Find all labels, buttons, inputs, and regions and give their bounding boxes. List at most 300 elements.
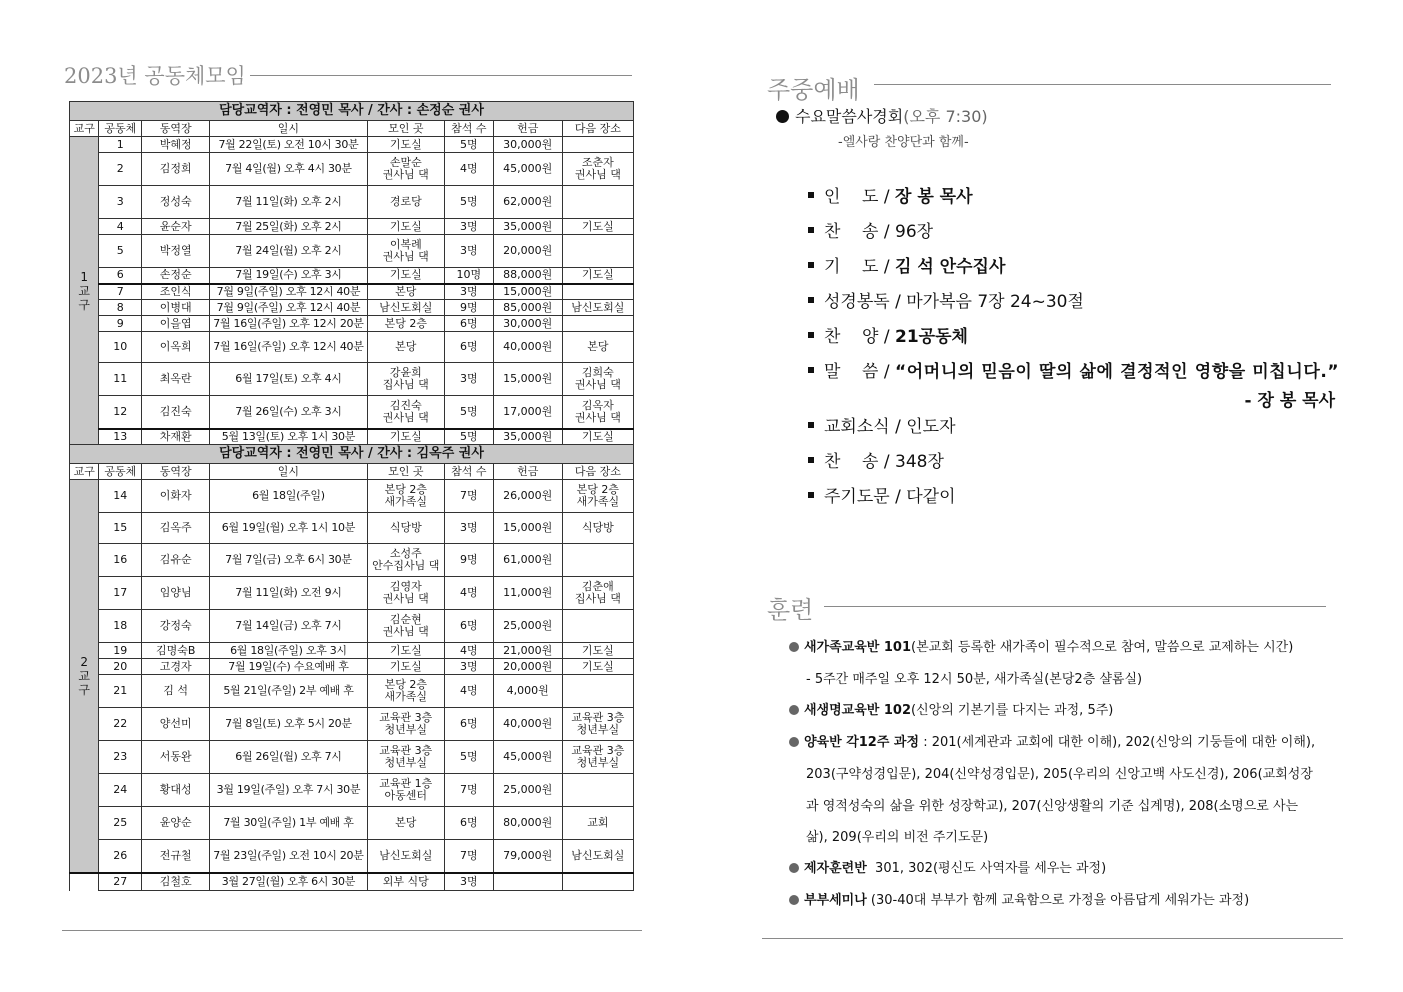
column-header: 동역장 bbox=[142, 121, 210, 137]
column-header: 공동체 bbox=[99, 121, 142, 137]
community-no: 5 bbox=[99, 235, 142, 268]
community-no: 12 bbox=[99, 396, 142, 429]
meeting-datetime: 6월 19일(월) 오후 1시 10분 bbox=[210, 513, 367, 544]
meeting-place: 기도실 bbox=[367, 137, 444, 153]
table-row bbox=[70, 363, 634, 396]
meeting-place: 본당 2층 bbox=[367, 316, 444, 332]
meeting-datetime: 7월 24일(월) 오후 2시 bbox=[210, 235, 367, 268]
offering: 40,000원 bbox=[493, 708, 562, 741]
leader-name: 양선미 bbox=[142, 708, 210, 741]
order-value: 다같이 bbox=[906, 487, 956, 507]
attendance: 3명 bbox=[444, 873, 493, 891]
training-item bbox=[789, 857, 1106, 876]
order-item bbox=[808, 217, 933, 242]
meeting-datetime: 7월 30일(주일) 1부 예배 후 bbox=[210, 807, 367, 840]
meeting-place: 남신도회실 bbox=[367, 840, 444, 873]
offering bbox=[493, 873, 562, 891]
next-place bbox=[562, 284, 633, 300]
meeting-datetime: 7월 23일(주일) 오전 10시 20분 bbox=[210, 840, 367, 873]
column-header: 모인 곳 bbox=[367, 464, 444, 480]
training-item bbox=[789, 889, 1249, 908]
order-value: 21공동체 bbox=[895, 327, 968, 347]
next-place bbox=[562, 137, 633, 153]
meeting-datetime: 5월 21일(주일) 2부 예배 후 bbox=[210, 675, 367, 708]
attendance: 9명 bbox=[444, 544, 493, 577]
training-desc: (신앙의 기본기를 다지는 과정, 5주) bbox=[911, 703, 1114, 718]
community-no: 26 bbox=[99, 840, 142, 873]
next-place: 교육관 3층 청년부실 bbox=[562, 741, 633, 774]
next-place: 본당 2층 새가족실 bbox=[562, 480, 633, 513]
column-header: 일시 bbox=[210, 464, 367, 480]
leader-name: 김 석 bbox=[142, 675, 210, 708]
community-no: 8 bbox=[99, 300, 142, 316]
meeting-place: 교육관 1층 아동센터 bbox=[367, 774, 444, 807]
meeting-datetime: 3월 27일(월) 오후 6시 30분 bbox=[210, 873, 367, 891]
offering: 26,000원 bbox=[493, 480, 562, 513]
attendance: 7명 bbox=[444, 840, 493, 873]
bullet-dot-icon bbox=[789, 642, 799, 652]
training-desc: : 201(세계관과 교회에 대한 이해), 202(신앙의 기둥들에 대한 이해), bbox=[919, 735, 1316, 750]
order-value: 96장 bbox=[895, 222, 934, 242]
table-row bbox=[70, 708, 634, 741]
attendance: 6명 bbox=[444, 332, 493, 363]
leader-name: 김옥주 bbox=[142, 513, 210, 544]
order-item bbox=[808, 252, 1005, 277]
meeting-place: 본당 2층 새가족실 bbox=[367, 675, 444, 708]
offering: 21,000원 bbox=[493, 643, 562, 659]
community-no: 2 bbox=[99, 153, 142, 186]
leader-name: 김정희 bbox=[142, 153, 210, 186]
meeting-place: 본당 bbox=[367, 284, 444, 300]
community-meeting-table bbox=[69, 101, 634, 891]
group-title-row bbox=[70, 102, 634, 121]
meeting-place: 본당 2층 새가족실 bbox=[367, 480, 444, 513]
community-no: 19 bbox=[99, 643, 142, 659]
table-row bbox=[70, 284, 634, 300]
table-row bbox=[70, 544, 634, 577]
community-no: 13 bbox=[99, 429, 142, 445]
meeting-place: 교육관 3층 청년부실 bbox=[367, 708, 444, 741]
meeting-place: 본당 bbox=[367, 807, 444, 840]
sermon-author: - 장 봉 목사 bbox=[1244, 391, 1335, 411]
meeting-place: 강윤희 집사님 댁 bbox=[367, 363, 444, 396]
attendance: 3명 bbox=[444, 363, 493, 396]
attendance: 4명 bbox=[444, 675, 493, 708]
training-name: 양육반 각12주 과정 bbox=[804, 735, 920, 750]
community-no: 4 bbox=[99, 219, 142, 235]
next-place: 교회 bbox=[562, 807, 633, 840]
training-desc-continued: 과 영적성숙의 삶을 위한 성장학교), 207(신앙생활의 기준 십계명), 208(소명으로 사는 bbox=[806, 799, 1299, 814]
next-place bbox=[562, 610, 633, 643]
table-row bbox=[70, 480, 634, 513]
training-item bbox=[789, 636, 1293, 655]
meeting-place: 본당 bbox=[367, 332, 444, 363]
leader-name: 김명숙B bbox=[142, 643, 210, 659]
leader-name: 윤양순 bbox=[142, 807, 210, 840]
next-place: 교육관 3층 청년부실 bbox=[562, 708, 633, 741]
community-no: 15 bbox=[99, 513, 142, 544]
meeting-datetime: 7월 4일(월) 오후 4시 30분 bbox=[210, 153, 367, 186]
community-no: 6 bbox=[99, 268, 142, 284]
table-row bbox=[70, 610, 634, 643]
offering: 79,000원 bbox=[493, 840, 562, 873]
meeting-datetime: 6월 18일(주일) 오후 3시 bbox=[210, 643, 367, 659]
community-no: 7 bbox=[99, 284, 142, 300]
meeting-place: 기도실 bbox=[367, 643, 444, 659]
offering: 4,000원 bbox=[493, 675, 562, 708]
square-bullet-icon bbox=[808, 227, 814, 233]
meeting-datetime: 7월 8일(토) 오후 5시 20분 bbox=[210, 708, 367, 741]
order-value: 348장 bbox=[895, 452, 944, 472]
training-title-rule bbox=[824, 606, 1326, 607]
table-row bbox=[70, 807, 634, 840]
order-label: 말 씀 / bbox=[824, 362, 895, 382]
table-row bbox=[70, 186, 634, 219]
leader-name: 윤순자 bbox=[142, 219, 210, 235]
offering: 20,000원 bbox=[493, 659, 562, 675]
order-item bbox=[808, 322, 968, 347]
offering: 85,000원 bbox=[493, 300, 562, 316]
training-name: 부부세미나 bbox=[804, 893, 867, 908]
leader-name: 차재환 bbox=[142, 429, 210, 445]
order-value: 인도자 bbox=[906, 417, 956, 437]
training-desc-continued: - 5주간 매주일 오후 12시 50분, 새가족실(본당2층 샬롬실) bbox=[806, 672, 1143, 687]
order-value: 마가복음 7장 24~30절 bbox=[906, 292, 1084, 312]
attendance: 6명 bbox=[444, 316, 493, 332]
meeting-datetime: 7월 7일(금) 오후 6시 30분 bbox=[210, 544, 367, 577]
offering: 15,000원 bbox=[493, 363, 562, 396]
next-place: 본당 bbox=[562, 332, 633, 363]
leader-name: 서동완 bbox=[142, 741, 210, 774]
training-name: 새생명교육반 102 bbox=[804, 703, 912, 718]
attendance: 4명 bbox=[444, 643, 493, 659]
attendance: 9명 bbox=[444, 300, 493, 316]
meeting-place: 외부 식당 bbox=[367, 873, 444, 891]
meeting-datetime: 7월 11일(화) 오후 2시 bbox=[210, 186, 367, 219]
meeting-datetime: 7월 19일(수) 수요예배 후 bbox=[210, 659, 367, 675]
next-place: 남신도회실 bbox=[562, 840, 633, 873]
meeting-place: 기도실 bbox=[367, 659, 444, 675]
table-row bbox=[70, 316, 634, 332]
attendance: 5명 bbox=[444, 429, 493, 445]
attendance: 5명 bbox=[444, 186, 493, 219]
order-item bbox=[808, 287, 1084, 312]
community-no: 27 bbox=[99, 873, 142, 891]
offering: 45,000원 bbox=[493, 741, 562, 774]
leader-name: 고경자 bbox=[142, 659, 210, 675]
column-header: 동역장 bbox=[142, 464, 210, 480]
community-no: 3 bbox=[99, 186, 142, 219]
leader-name: 손정순 bbox=[142, 268, 210, 284]
table-row bbox=[70, 513, 634, 544]
table-row bbox=[70, 643, 634, 659]
offering: 25,000원 bbox=[493, 774, 562, 807]
right-title-rule bbox=[874, 84, 1331, 85]
table-row bbox=[70, 873, 634, 891]
order-label: 찬 양 / bbox=[824, 327, 895, 347]
column-header: 모인 곳 bbox=[367, 121, 444, 137]
order-label: 찬 송 / bbox=[824, 452, 895, 472]
next-place bbox=[562, 316, 633, 332]
community-no: 9 bbox=[99, 316, 142, 332]
meeting-place: 기도실 bbox=[367, 219, 444, 235]
table-header-row bbox=[70, 464, 634, 480]
offering: 30,000원 bbox=[493, 137, 562, 153]
right-bottom-rule bbox=[762, 938, 1343, 939]
order-label: 인 도 / bbox=[824, 187, 895, 207]
next-place: 김춘애 집사님 댁 bbox=[562, 577, 633, 610]
meeting-datetime: 6월 26일(월) 오후 7시 bbox=[210, 741, 367, 774]
leader-name: 이을엽 bbox=[142, 316, 210, 332]
bullet-dot-icon bbox=[789, 737, 799, 747]
next-place bbox=[562, 235, 633, 268]
order-label: 성경봉독 / bbox=[824, 292, 907, 312]
order-value: “어머니의 믿음이 딸의 삶에 결정적인 영향을 미칩니다.” bbox=[895, 362, 1340, 382]
meeting-datetime: 6월 18일(주일) bbox=[210, 480, 367, 513]
service-heading bbox=[776, 104, 988, 127]
attendance: 10명 bbox=[444, 268, 493, 284]
meeting-place: 기도실 bbox=[367, 429, 444, 445]
offering: 88,000원 bbox=[493, 268, 562, 284]
offering: 61,000원 bbox=[493, 544, 562, 577]
meeting-place: 식당방 bbox=[367, 513, 444, 544]
attendance: 6명 bbox=[444, 610, 493, 643]
square-bullet-icon bbox=[808, 422, 814, 428]
community-no: 21 bbox=[99, 675, 142, 708]
next-place bbox=[562, 186, 633, 219]
table-row bbox=[70, 577, 634, 610]
table-row bbox=[70, 840, 634, 873]
leader-name: 이옥희 bbox=[142, 332, 210, 363]
meeting-place: 기도실 bbox=[367, 268, 444, 284]
service-time: (오후 7:30) bbox=[903, 107, 988, 126]
square-bullet-icon bbox=[808, 262, 814, 268]
offering: 35,000원 bbox=[493, 429, 562, 445]
square-bullet-icon bbox=[808, 492, 814, 498]
column-header: 참석 수 bbox=[444, 464, 493, 480]
meeting-place: 이복례 권사님 댁 bbox=[367, 235, 444, 268]
service-subtitle: -엘사랑 찬양단과 함께- bbox=[838, 135, 969, 150]
community-no: 18 bbox=[99, 610, 142, 643]
column-header: 다음 장소 bbox=[562, 121, 633, 137]
training-name: 제자훈련반 bbox=[804, 861, 867, 876]
training-desc: (본교회 등록한 새가족이 필수적으로 참여, 말씀으로 교제하는 시간) bbox=[911, 640, 1294, 655]
attendance: 6명 bbox=[444, 807, 493, 840]
order-item bbox=[808, 357, 1339, 382]
leader-name: 강정숙 bbox=[142, 610, 210, 643]
attendance: 3명 bbox=[444, 513, 493, 544]
order-label: 주기도문 / bbox=[824, 487, 907, 507]
meeting-datetime: 7월 14일(금) 오후 7시 bbox=[210, 610, 367, 643]
bullet-dot-icon bbox=[789, 895, 799, 905]
attendance: 7명 bbox=[444, 774, 493, 807]
community-no: 24 bbox=[99, 774, 142, 807]
attendance: 3명 bbox=[444, 659, 493, 675]
next-place bbox=[562, 675, 633, 708]
meeting-datetime: 7월 11일(화) 오전 9시 bbox=[210, 577, 367, 610]
offering: 62,000원 bbox=[493, 186, 562, 219]
attendance: 3명 bbox=[444, 284, 493, 300]
square-bullet-icon bbox=[808, 297, 814, 303]
square-bullet-icon bbox=[808, 367, 814, 373]
attendance: 5명 bbox=[444, 396, 493, 429]
offering: 45,000원 bbox=[493, 153, 562, 186]
meeting-datetime: 7월 16일(주일) 오후 12시 40분 bbox=[210, 332, 367, 363]
next-place: 식당방 bbox=[562, 513, 633, 544]
next-place: 기도실 bbox=[562, 659, 633, 675]
square-bullet-icon bbox=[808, 192, 814, 198]
column-header: 참석 수 bbox=[444, 121, 493, 137]
column-header: 교구 bbox=[70, 464, 99, 480]
meeting-place: 김진숙 권사님 댁 bbox=[367, 396, 444, 429]
attendance: 6명 bbox=[444, 708, 493, 741]
order-label: 교회소식 / bbox=[824, 417, 907, 437]
group-title: 담당교역자 : 전영민 목사 / 간사 : 손정순 권사 bbox=[70, 102, 634, 121]
community-no: 11 bbox=[99, 363, 142, 396]
offering: 15,000원 bbox=[493, 284, 562, 300]
training-desc: 301, 302(평신도 사역자를 세우는 과정) bbox=[866, 861, 1107, 876]
meeting-datetime: 6월 17일(토) 오후 4시 bbox=[210, 363, 367, 396]
table-row bbox=[70, 774, 634, 807]
order-item bbox=[808, 482, 956, 507]
offering: 15,000원 bbox=[493, 513, 562, 544]
table-row bbox=[70, 429, 634, 445]
meeting-place: 남신도회실 bbox=[367, 300, 444, 316]
next-place: 기도실 bbox=[562, 643, 633, 659]
column-header: 교구 bbox=[70, 121, 99, 137]
leader-name: 김유순 bbox=[142, 544, 210, 577]
meeting-place: 김영자 권사님 댁 bbox=[367, 577, 444, 610]
column-header: 다음 장소 bbox=[562, 464, 633, 480]
community-no: 25 bbox=[99, 807, 142, 840]
left-section-title: 2023년 공동체모임 bbox=[64, 64, 246, 88]
next-place: 김희숙 권사님 댁 bbox=[562, 363, 633, 396]
order-label: 기 도 / bbox=[824, 257, 895, 277]
leader-name: 박혜정 bbox=[142, 137, 210, 153]
leader-name: 조인식 bbox=[142, 284, 210, 300]
attendance: 7명 bbox=[444, 480, 493, 513]
leader-name: 박정열 bbox=[142, 235, 210, 268]
next-place: 김옥자 권사님 댁 bbox=[562, 396, 633, 429]
community-no: 22 bbox=[99, 708, 142, 741]
attendance: 4명 bbox=[444, 577, 493, 610]
table-row bbox=[70, 268, 634, 284]
right-section-title: 주중예배 bbox=[767, 76, 860, 104]
group-title: 담당교역자 : 전영민 목사 / 간사 : 김옥주 권사 bbox=[70, 445, 634, 464]
table-row bbox=[70, 235, 634, 268]
district-label: 1 교 구 bbox=[70, 137, 99, 445]
district-label: 2 교 구 bbox=[70, 480, 99, 873]
next-place: 기도실 bbox=[562, 268, 633, 284]
community-no: 10 bbox=[99, 332, 142, 363]
leader-name: 이병대 bbox=[142, 300, 210, 316]
table-row bbox=[70, 332, 634, 363]
training-title: 훈련 bbox=[767, 596, 814, 624]
order-item bbox=[808, 447, 944, 472]
offering: 11,000원 bbox=[493, 577, 562, 610]
next-place: 조춘자 권사님 댁 bbox=[562, 153, 633, 186]
leader-name: 황대성 bbox=[142, 774, 210, 807]
leader-name: 정성숙 bbox=[142, 186, 210, 219]
bullet-dot-icon bbox=[776, 110, 789, 123]
table-row bbox=[70, 137, 634, 153]
column-header: 일시 bbox=[210, 121, 367, 137]
community-no: 1 bbox=[99, 137, 142, 153]
training-desc: (30-40대 부부가 함께 교육함으로 가정을 아름답게 세워가는 과정) bbox=[866, 893, 1250, 908]
order-item bbox=[808, 182, 973, 207]
leader-name: 이화자 bbox=[142, 480, 210, 513]
attendance: 5명 bbox=[444, 741, 493, 774]
table-row bbox=[70, 659, 634, 675]
community-no: 16 bbox=[99, 544, 142, 577]
bullet-dot-icon bbox=[789, 863, 799, 873]
training-item bbox=[789, 699, 1113, 718]
offering: 20,000원 bbox=[493, 235, 562, 268]
table-row bbox=[70, 741, 634, 774]
order-value: 장 봉 목사 bbox=[895, 187, 973, 207]
next-place bbox=[562, 544, 633, 577]
left-title-rule bbox=[250, 75, 632, 76]
leader-name: 전규철 bbox=[142, 840, 210, 873]
meeting-datetime: 7월 16일(주일) 오후 12시 20분 bbox=[210, 316, 367, 332]
community-no: 14 bbox=[99, 480, 142, 513]
offering: 40,000원 bbox=[493, 332, 562, 363]
meeting-datetime: 7월 9일(주일) 오후 12시 40분 bbox=[210, 284, 367, 300]
meeting-datetime: 7월 22일(토) 오전 10시 30분 bbox=[210, 137, 367, 153]
order-label: 찬 송 / bbox=[824, 222, 895, 242]
meeting-datetime: 7월 25일(화) 오후 2시 bbox=[210, 219, 367, 235]
training-item bbox=[789, 731, 1315, 750]
next-place bbox=[562, 873, 633, 891]
attendance: 3명 bbox=[444, 219, 493, 235]
offering: 80,000원 bbox=[493, 807, 562, 840]
next-place: 남신도회실 bbox=[562, 300, 633, 316]
community-no: 20 bbox=[99, 659, 142, 675]
left-bottom-rule bbox=[62, 930, 642, 931]
meeting-datetime: 7월 19일(수) 오후 3시 bbox=[210, 268, 367, 284]
table-row bbox=[70, 219, 634, 235]
group-title-row bbox=[70, 445, 634, 464]
meeting-place: 김순현 권사님 댁 bbox=[367, 610, 444, 643]
meeting-datetime: 7월 9일(주일) 오후 12시 40분 bbox=[210, 300, 367, 316]
leader-name: 최옥란 bbox=[142, 363, 210, 396]
column-header: 헌금 bbox=[493, 121, 562, 137]
training-name: 새가족교육반 101 bbox=[804, 640, 912, 655]
order-item bbox=[808, 412, 956, 437]
square-bullet-icon bbox=[808, 457, 814, 463]
next-place: 기도실 bbox=[562, 429, 633, 445]
table-row bbox=[70, 153, 634, 186]
leader-name: 임양님 bbox=[142, 577, 210, 610]
attendance: 5명 bbox=[444, 137, 493, 153]
table-row bbox=[70, 396, 634, 429]
meeting-place: 손말순 권사님 댁 bbox=[367, 153, 444, 186]
next-place: 기도실 bbox=[562, 219, 633, 235]
meeting-place: 경로당 bbox=[367, 186, 444, 219]
table-row bbox=[70, 300, 634, 316]
meeting-place: 소성주 안수집사님 댁 bbox=[367, 544, 444, 577]
table-row bbox=[70, 675, 634, 708]
leader-name: 김진숙 bbox=[142, 396, 210, 429]
column-header: 공동체 bbox=[99, 464, 142, 480]
offering: 30,000원 bbox=[493, 316, 562, 332]
offering: 35,000원 bbox=[493, 219, 562, 235]
offering: 25,000원 bbox=[493, 610, 562, 643]
meeting-datetime: 5월 13일(토) 오후 1시 30분 bbox=[210, 429, 367, 445]
meeting-datetime: 3월 19일(주일) 오후 7시 30분 bbox=[210, 774, 367, 807]
training-desc-continued: 203(구약성경입문), 204(신약성경입문), 205(우리의 신앙고백 사도신경), 206(교회성장 bbox=[806, 767, 1313, 782]
empty-cell bbox=[70, 873, 99, 891]
